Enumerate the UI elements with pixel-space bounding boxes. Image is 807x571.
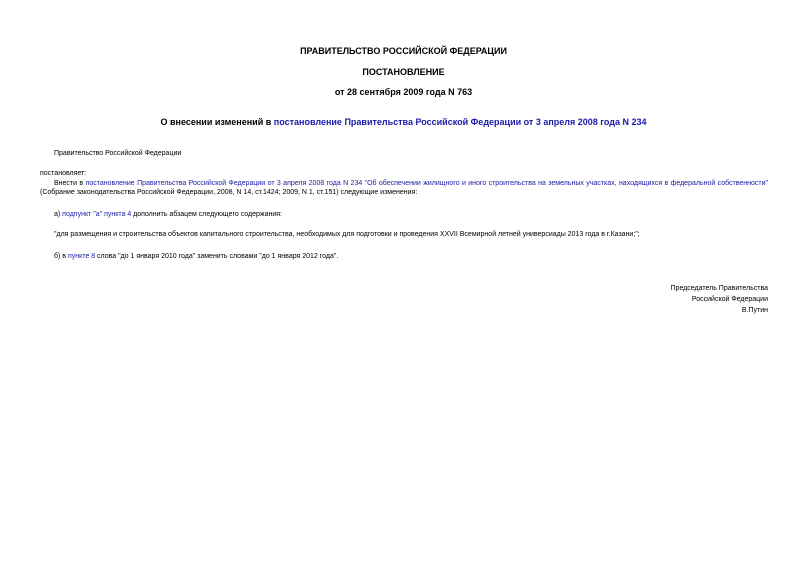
paragraph1-suffix: (Собрание законодательства Российской Федерации, 2008, N 14, ст.1424; 2009, N 1, ст.151) следующие изменения: xyxy=(40,189,418,196)
resolves-line: постановляет: xyxy=(40,170,87,177)
paragraph-amendment xyxy=(40,179,768,197)
signature-name: В.Путин xyxy=(741,307,768,314)
subpoint-a-link[interactable]: подпункт "а" xyxy=(62,211,103,218)
item-a xyxy=(54,210,282,219)
title-decree-link[interactable]: постановление Правительства Российской Федерации от 3 апреля 2008 года N 234 xyxy=(273,117,647,127)
quoted-addition: "для размещения и строительства объектов капитального строительства, необходимых для подготовки и проведения XXVII Всемирной летней универсиады 2013 года в г.Казани;"; xyxy=(54,231,640,238)
point-8-link[interactable]: пункте 8 xyxy=(67,253,96,260)
signature-block xyxy=(671,283,768,316)
item-a-suffix: дополнить абзацем следующего содержания: xyxy=(131,211,283,218)
paragraph1-prefix: Внести в xyxy=(54,180,86,187)
signature-position-line2: Российской Федерации xyxy=(691,296,768,303)
item-a-prefix: а) xyxy=(54,211,63,218)
date-number-heading: от 28 сентября 2009 года N 763 xyxy=(334,87,473,97)
signature-position-line1: Председатель Правительства xyxy=(670,285,768,292)
document-title xyxy=(0,117,807,128)
paragraph1-decree-link[interactable]: постановление Правительства Российской Федерации от 3 апреля 2008 года N 234 "Об обеспечении жилищного и иного строительства на земельных участках, находящихся в федеральной собственности" xyxy=(85,180,769,187)
item-b-suffix: слова "до 1 января 2010 года" заменить словами "до 1 января 2012 года". xyxy=(95,253,339,260)
title-prefix: О внесении изменений в xyxy=(160,117,274,127)
item-b-prefix: б) в xyxy=(54,253,68,260)
item-b xyxy=(54,252,338,261)
point-4-link[interactable]: пункта 4 xyxy=(104,211,132,218)
government-heading: ПРАВИТЕЛЬСТВО РОССИЙСКОЙ ФЕДЕРАЦИИ xyxy=(300,46,507,56)
government-line: Правительство Российской Федерации xyxy=(54,150,182,157)
document-type-heading: ПОСТАНОВЛЕНИЕ xyxy=(362,67,445,77)
